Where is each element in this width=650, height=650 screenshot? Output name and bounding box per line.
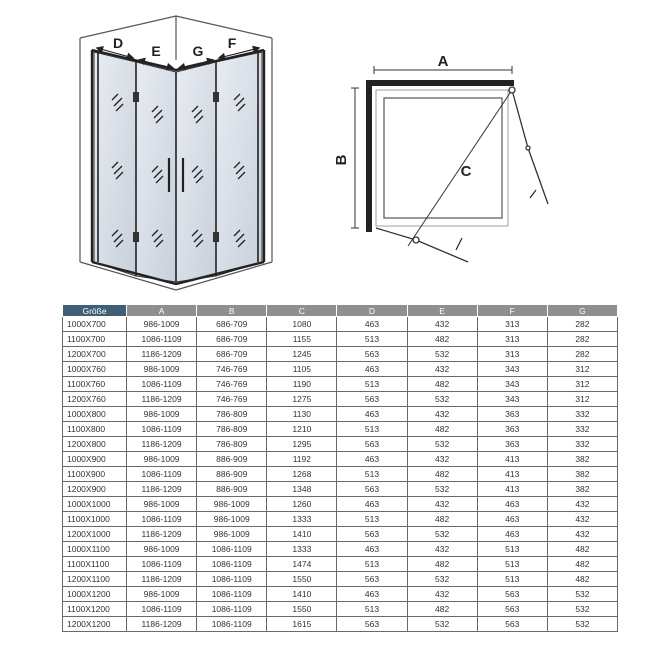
size-cell: 1000X800: [63, 407, 127, 422]
value-cell: 432: [407, 497, 477, 512]
value-cell: 1086-1109: [127, 512, 197, 527]
value-cell: 986-1009: [197, 527, 267, 542]
value-cell: 786-809: [197, 407, 267, 422]
plan-view-diagram: [0, 0, 650, 300]
value-cell: 986-1009: [127, 497, 197, 512]
value-cell: 332: [547, 422, 617, 437]
value-cell: 463: [337, 407, 407, 422]
value-cell: 282: [547, 332, 617, 347]
value-cell: 482: [407, 602, 477, 617]
table-row: [63, 422, 618, 437]
value-cell: 786-809: [197, 437, 267, 452]
label-d: D: [112, 35, 124, 51]
value-cell: 1190: [267, 377, 337, 392]
table-row: [63, 587, 618, 602]
column-header-e: E: [407, 305, 477, 317]
column-header-f: F: [477, 305, 547, 317]
size-cell: 1100X1000: [63, 512, 127, 527]
value-cell: 482: [407, 377, 477, 392]
value-cell: 463: [337, 452, 407, 467]
value-cell: 532: [407, 527, 477, 542]
label-f: F: [227, 35, 237, 51]
value-cell: 313: [477, 347, 547, 362]
value-cell: 1615: [267, 617, 337, 632]
column-header-c: C: [267, 305, 337, 317]
value-cell: 532: [407, 572, 477, 587]
value-cell: 432: [547, 512, 617, 527]
size-cell: 1000X760: [63, 362, 127, 377]
table-header-row: [63, 305, 618, 317]
value-cell: 986-1009: [127, 452, 197, 467]
value-cell: 1210: [267, 422, 337, 437]
value-cell: 563: [337, 572, 407, 587]
table-row: [63, 392, 618, 407]
value-cell: 1186-1209: [127, 572, 197, 587]
value-cell: 382: [547, 452, 617, 467]
value-cell: 482: [407, 422, 477, 437]
value-cell: 432: [547, 527, 617, 542]
label-b: B: [333, 154, 350, 166]
value-cell: 532: [407, 437, 477, 452]
table-row: [63, 542, 618, 557]
size-cell: 1000X1000: [63, 497, 127, 512]
table-row: [63, 437, 618, 452]
value-cell: 1410: [267, 587, 337, 602]
size-cell: 1000X700: [63, 317, 127, 332]
plan-wall: [366, 80, 514, 232]
value-cell: 312: [547, 362, 617, 377]
shower-tray-outline: [384, 98, 502, 218]
value-cell: 746-769: [197, 392, 267, 407]
value-cell: 463: [477, 497, 547, 512]
label-e: E: [151, 43, 161, 59]
value-cell: 686-709: [197, 332, 267, 347]
value-cell: 463: [337, 362, 407, 377]
value-cell: 432: [407, 317, 477, 332]
size-cell: 1200X800: [63, 437, 127, 452]
value-cell: 1333: [267, 542, 337, 557]
size-cell: 1200X900: [63, 482, 127, 497]
value-cell: 363: [477, 422, 547, 437]
value-cell: 1186-1209: [127, 482, 197, 497]
size-cell: 1200X1200: [63, 617, 127, 632]
value-cell: 532: [407, 482, 477, 497]
size-cell: 1100X700: [63, 332, 127, 347]
value-cell: 1086-1109: [197, 557, 267, 572]
value-cell: 532: [407, 392, 477, 407]
value-cell: 1550: [267, 602, 337, 617]
table-row: [63, 602, 618, 617]
value-cell: 563: [477, 587, 547, 602]
value-cell: 343: [477, 377, 547, 392]
value-cell: 513: [337, 377, 407, 392]
value-cell: 482: [407, 512, 477, 527]
value-cell: 986-1009: [127, 542, 197, 557]
value-cell: 1155: [267, 332, 337, 347]
value-cell: 1086-1109: [197, 572, 267, 587]
value-cell: 686-709: [197, 347, 267, 362]
value-cell: 513: [337, 422, 407, 437]
size-cell: 1100X1200: [63, 602, 127, 617]
value-cell: 1275: [267, 392, 337, 407]
value-cell: 1268: [267, 467, 337, 482]
value-cell: 312: [547, 392, 617, 407]
value-cell: 986-1009: [127, 587, 197, 602]
value-cell: 513: [337, 332, 407, 347]
column-header-b: B: [197, 305, 267, 317]
value-cell: 432: [407, 407, 477, 422]
size-cell: 1100X800: [63, 422, 127, 437]
size-cell: 1000X900: [63, 452, 127, 467]
value-cell: 986-1009: [127, 317, 197, 332]
label-c: C: [460, 163, 472, 180]
table-row: [63, 362, 618, 377]
value-cell: 1086-1109: [127, 422, 197, 437]
size-cell: 1200X700: [63, 347, 127, 362]
value-cell: 1192: [267, 452, 337, 467]
column-header-size: Größe: [63, 305, 127, 317]
value-cell: 563: [337, 617, 407, 632]
column-header-d: D: [337, 305, 407, 317]
value-cell: 563: [337, 392, 407, 407]
value-cell: 1086-1109: [127, 557, 197, 572]
value-cell: 482: [407, 467, 477, 482]
value-cell: 1410: [267, 527, 337, 542]
value-cell: 463: [337, 587, 407, 602]
size-cell: 1200X1100: [63, 572, 127, 587]
table-row: [63, 347, 618, 362]
value-cell: 282: [547, 347, 617, 362]
value-cell: 482: [547, 542, 617, 557]
value-cell: 413: [477, 482, 547, 497]
value-cell: 1260: [267, 497, 337, 512]
value-cell: 1086-1109: [127, 602, 197, 617]
size-cell: 1000X1200: [63, 587, 127, 602]
value-cell: 1080: [267, 317, 337, 332]
value-cell: 563: [337, 482, 407, 497]
value-cell: 363: [477, 407, 547, 422]
value-cell: 746-769: [197, 377, 267, 392]
value-cell: 1086-1109: [197, 587, 267, 602]
value-cell: 563: [477, 602, 547, 617]
value-cell: 563: [477, 617, 547, 632]
size-cell: 1100X1100: [63, 557, 127, 572]
value-cell: 886-909: [197, 482, 267, 497]
value-cell: 463: [337, 542, 407, 557]
value-cell: 432: [547, 497, 617, 512]
value-cell: 463: [477, 527, 547, 542]
size-cell: 1100X760: [63, 377, 127, 392]
value-cell: 746-769: [197, 362, 267, 377]
value-cell: 432: [407, 542, 477, 557]
value-cell: 513: [477, 542, 547, 557]
value-cell: 332: [547, 437, 617, 452]
value-cell: 1105: [267, 362, 337, 377]
table-row: [63, 332, 618, 347]
value-cell: 432: [407, 587, 477, 602]
value-cell: 1245: [267, 347, 337, 362]
size-cell: 1200X1000: [63, 527, 127, 542]
value-cell: 1186-1209: [127, 437, 197, 452]
value-cell: 432: [407, 362, 477, 377]
table-row: [63, 497, 618, 512]
value-cell: 1186-1209: [127, 347, 197, 362]
value-cell: 1550: [267, 572, 337, 587]
value-cell: 363: [477, 437, 547, 452]
value-cell: 482: [407, 557, 477, 572]
value-cell: 463: [337, 317, 407, 332]
value-cell: 532: [407, 347, 477, 362]
column-header-g: G: [547, 305, 617, 317]
value-cell: 343: [477, 362, 547, 377]
value-cell: 786-809: [197, 422, 267, 437]
value-cell: 1295: [267, 437, 337, 452]
value-cell: 532: [547, 617, 617, 632]
label-a: A: [437, 53, 449, 70]
table-row: [63, 527, 618, 542]
value-cell: 482: [547, 572, 617, 587]
value-cell: 513: [477, 572, 547, 587]
size-cell: 1100X900: [63, 467, 127, 482]
value-cell: 513: [337, 602, 407, 617]
value-cell: 886-909: [197, 467, 267, 482]
table-row: [63, 377, 618, 392]
table-row: [63, 572, 618, 587]
value-cell: 1086-1109: [127, 467, 197, 482]
dimension-b-arrow: [351, 88, 359, 228]
value-cell: 513: [337, 467, 407, 482]
value-cell: 563: [337, 347, 407, 362]
table-row: [63, 467, 618, 482]
value-cell: 1186-1209: [127, 617, 197, 632]
value-cell: 532: [547, 602, 617, 617]
value-cell: 1086-1109: [127, 332, 197, 347]
value-cell: 1186-1209: [127, 392, 197, 407]
value-cell: 986-1009: [197, 497, 267, 512]
value-cell: 382: [547, 482, 617, 497]
value-cell: 413: [477, 452, 547, 467]
table-row: [63, 452, 618, 467]
value-cell: 532: [407, 617, 477, 632]
table-row: [63, 617, 618, 632]
value-cell: 343: [477, 392, 547, 407]
value-cell: 1186-1209: [127, 527, 197, 542]
value-cell: 986-1009: [127, 362, 197, 377]
value-cell: 463: [477, 512, 547, 527]
value-cell: 986-1009: [127, 407, 197, 422]
value-cell: 886-909: [197, 452, 267, 467]
table-row: [63, 407, 618, 422]
value-cell: 312: [547, 377, 617, 392]
value-cell: 382: [547, 467, 617, 482]
value-cell: 1086-1109: [197, 617, 267, 632]
value-cell: 463: [337, 497, 407, 512]
column-header-a: A: [127, 305, 197, 317]
size-table: [62, 304, 618, 632]
value-cell: 1348: [267, 482, 337, 497]
value-cell: 986-1009: [197, 512, 267, 527]
value-cell: 1130: [267, 407, 337, 422]
value-cell: 282: [547, 317, 617, 332]
table-row: [63, 557, 618, 572]
size-cell: 1000X1100: [63, 542, 127, 557]
value-cell: 482: [407, 332, 477, 347]
value-cell: 1086-1109: [197, 602, 267, 617]
value-cell: 332: [547, 407, 617, 422]
label-g: G: [192, 43, 204, 59]
value-cell: 686-709: [197, 317, 267, 332]
value-cell: 563: [337, 437, 407, 452]
table-row: [63, 317, 618, 332]
value-cell: 1333: [267, 512, 337, 527]
value-cell: 513: [337, 512, 407, 527]
door-swing-arrows: [456, 190, 536, 250]
table-row: [63, 482, 618, 497]
value-cell: 432: [407, 452, 477, 467]
value-cell: 413: [477, 467, 547, 482]
value-cell: 313: [477, 317, 547, 332]
value-cell: 532: [547, 587, 617, 602]
value-cell: 482: [547, 557, 617, 572]
value-cell: 513: [477, 557, 547, 572]
table-body: [63, 317, 618, 632]
value-cell: 563: [337, 527, 407, 542]
value-cell: 313: [477, 332, 547, 347]
value-cell: 513: [337, 557, 407, 572]
value-cell: 1474: [267, 557, 337, 572]
value-cell: 1086-1109: [197, 542, 267, 557]
size-cell: 1200X760: [63, 392, 127, 407]
table-row: [63, 512, 618, 527]
value-cell: 1086-1109: [127, 377, 197, 392]
